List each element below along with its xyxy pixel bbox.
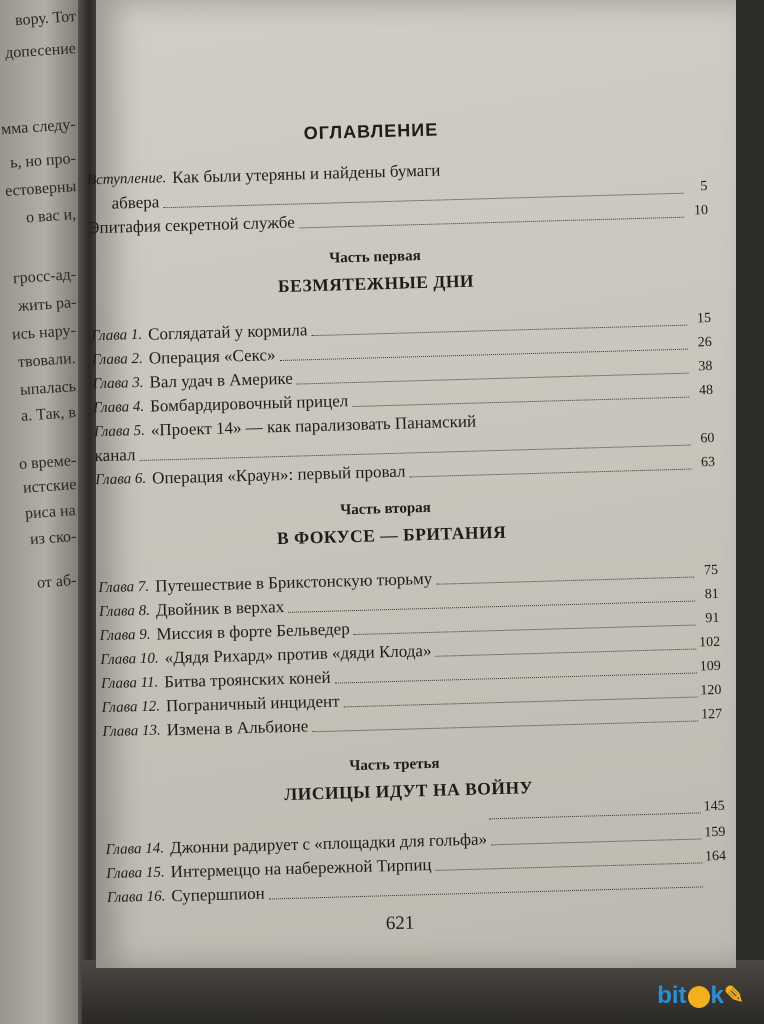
facing-page-text: жить ра-	[17, 294, 77, 316]
entry-label: Глава 15.	[106, 864, 165, 883]
entry-page: 164	[704, 848, 727, 865]
entry-label: Глава 16.	[106, 888, 166, 907]
part-label: Часть вторая	[340, 499, 432, 519]
entry-text: Как были утеряны и найдены бумаги	[171, 160, 441, 187]
dot-leader	[489, 812, 701, 819]
entry-page: 102	[698, 634, 721, 651]
facing-page-text: а. Так, в	[20, 404, 77, 425]
entry-label: Глава 4.	[93, 398, 145, 417]
facing-page-text: допесение	[4, 40, 77, 62]
entry-text: Битва троянских коней	[163, 667, 331, 692]
page-number: 621	[385, 912, 415, 935]
entry-page: 5	[700, 179, 708, 195]
facing-page-text: риса на	[24, 502, 77, 523]
entry-label: Глава 7.	[98, 578, 150, 597]
part-title: БЕЗМЯТЕЖНЫЕ ДНИ	[277, 270, 475, 297]
entry-text: Супершпион	[171, 883, 266, 906]
dot-leader	[491, 838, 701, 845]
facing-page-text: гросс-ад-	[12, 266, 77, 288]
entry-page: 120	[700, 682, 722, 699]
entry-text: Джонни радирует с «площадки для гольфа»	[169, 829, 488, 858]
entry-text: Бомбардировочный прицел	[149, 391, 349, 416]
part-label: Часть первая	[328, 248, 421, 267]
facing-page-text: ыпалась	[19, 378, 77, 399]
part-page-row	[484, 796, 725, 825]
entry-label: Глава 8.	[98, 602, 151, 621]
watermark-knob-icon	[688, 986, 710, 1008]
entry-text: Путешествие в Брикстонскую тюрьму	[154, 568, 433, 596]
entry-text: Соглядатай у кормила	[147, 320, 308, 344]
entry-label: Глава 3.	[92, 374, 144, 393]
entry-text: Измена в Альбионе	[166, 716, 309, 740]
entry-page: 81	[704, 586, 719, 603]
entry-label: Глава 14.	[105, 840, 165, 859]
entry-page: 75	[703, 562, 719, 579]
entry-label: Глава 10.	[100, 650, 159, 669]
entry-text: Операция «Секс»	[148, 345, 276, 368]
entry-label: Глава 13.	[102, 722, 161, 741]
entry-label: Глава 1.	[91, 326, 143, 345]
entry-page: 48	[698, 382, 714, 399]
entry-text: Вал удач в Америке	[149, 368, 294, 392]
entry-label: Глава 5.	[93, 422, 146, 441]
facing-page-text: твовали.	[17, 350, 77, 371]
dot-leader	[269, 886, 703, 899]
entry-label: Глава 9.	[99, 626, 151, 645]
entry-page: 10	[693, 203, 709, 219]
facing-page-text: естоверны	[4, 178, 77, 200]
toc-title: ОГЛАВЛЕНИЕ	[303, 119, 439, 144]
entry-page: 127	[700, 706, 723, 723]
entry-text: Двойник в верхах	[155, 597, 285, 620]
dot-leader	[436, 862, 703, 870]
entry-text: Эпитафия секретной службе	[88, 212, 296, 238]
entry-label: Глава 6.	[95, 470, 147, 489]
entry-page: 159	[704, 824, 726, 841]
entry-label: Глава 11.	[100, 674, 159, 693]
entry-page: 63	[700, 454, 716, 471]
entry-label: Вступление.	[86, 170, 167, 189]
entry-label: Глава 2.	[91, 350, 144, 369]
facing-page-text: ь, но про-	[9, 150, 77, 172]
entry-page: 145	[703, 798, 725, 815]
facing-page	[0, 0, 82, 1024]
part-label: Часть третья	[349, 755, 440, 775]
facing-page-text: о време-	[18, 452, 77, 473]
entry-page	[705, 892, 727, 893]
entry-text: абвера	[111, 192, 160, 213]
dot-leader	[299, 217, 684, 229]
entry-text: Операция «Краун»: первый провал	[151, 461, 406, 488]
watermark-text-post: k	[710, 981, 724, 1009]
facing-page-text: мма следу-	[0, 116, 77, 139]
facing-page-text: истские	[22, 476, 77, 497]
toc-content	[82, 0, 749, 977]
entry-page: 38	[698, 358, 713, 375]
entry-page: 60	[700, 430, 715, 447]
watermark-text-pre: bit	[657, 981, 687, 1009]
entry-text: Интермеццо на набережной Тирпиц	[170, 854, 432, 882]
entry-text: Миссия в форте Бельведер	[156, 619, 350, 644]
part-title: ЛИСИЦЫ ИДУТ НА ВОЙНУ	[283, 777, 534, 805]
facing-page-text: из ско-	[29, 528, 77, 549]
entry-text: «Проект 14» — как парализовать Панамский	[150, 411, 477, 440]
watermark-pen-icon: ✎	[723, 982, 744, 1009]
dot-leader	[436, 577, 694, 585]
entry-text: «Дядя Рихард» против «дяди Клода»	[164, 640, 432, 668]
facing-page-text: о вас и,	[25, 206, 77, 227]
entry-text: Пограничный инцидент	[165, 691, 340, 716]
facing-page-text: ись нару-	[11, 322, 77, 344]
dot-leader	[312, 720, 698, 732]
facing-page-text: от аб-	[36, 572, 77, 592]
dot-leader	[410, 469, 692, 478]
entry-label: Глава 12.	[101, 698, 161, 717]
dot-leader	[436, 649, 697, 657]
facing-page-text: вору. Тот	[14, 8, 77, 30]
entry-text: канал	[94, 445, 136, 466]
watermark-logo	[657, 981, 744, 1010]
entry-page: 15	[696, 310, 712, 327]
entry-page: 91	[705, 610, 720, 627]
entry-page: 109	[699, 658, 721, 675]
part-title: В ФОКУСЕ — БРИТАНИЯ	[276, 521, 507, 549]
entry-page: 26	[697, 334, 712, 351]
